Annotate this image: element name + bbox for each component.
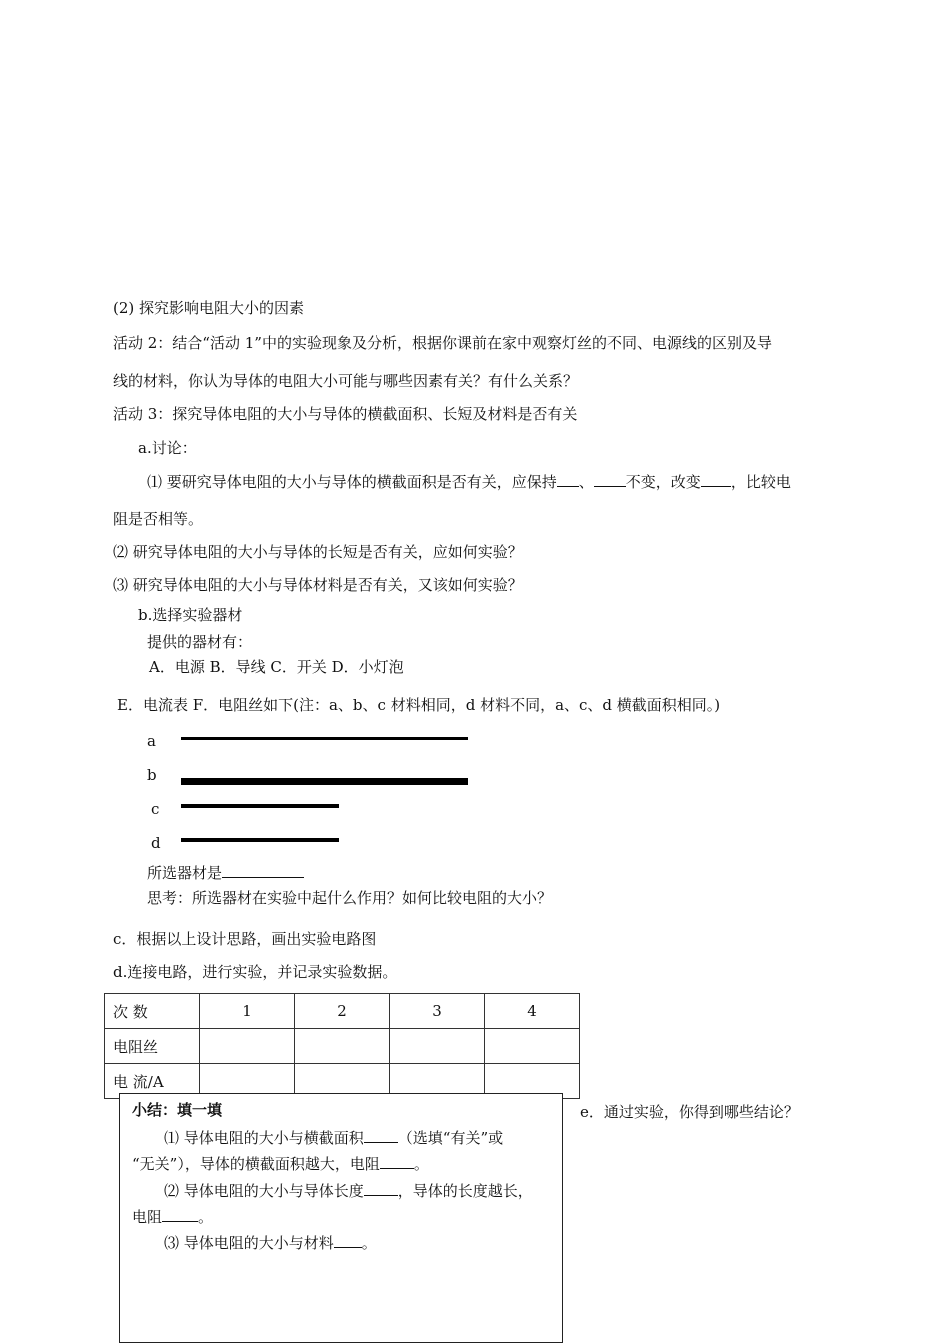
step-d: d.连接电路，进行实验，并记录实验数据。 (113, 963, 398, 981)
blank[interactable] (364, 1180, 398, 1196)
blank[interactable] (557, 471, 579, 487)
summary-item-2-line2 (132, 1206, 213, 1227)
discussion-question-3: ⑶ 研究导体电阻的大小与导体材料是否有关，又该如何实验？ (113, 576, 523, 594)
summary-text: 。 (198, 1208, 214, 1226)
blank[interactable] (222, 862, 304, 878)
summary-title: 小结：填一填 (132, 1101, 223, 1119)
summary-text: 。 (413, 1155, 429, 1173)
wire-label-c: c (151, 800, 160, 818)
activity3-title: 活动 3：探究导体电阻的大小与导体的横截面积、长短及材料是否有关 (113, 405, 578, 423)
table-cell[interactable] (390, 1029, 485, 1064)
wire-label-b: b (147, 766, 157, 784)
wire-label-d: d (151, 834, 161, 852)
resistance-wire-a (181, 737, 468, 740)
table-cell[interactable] (295, 1029, 390, 1064)
table-row (105, 1029, 580, 1064)
equipment-provided: 提供的器材有： (147, 633, 253, 651)
think-question: 思考：所选器材在实验中起什么作用？如何比较电阻的大小？ (147, 889, 553, 907)
equipment-options-row1: A．电源 B．导线 C．开关 D．小灯泡 (149, 658, 404, 676)
blank[interactable] (364, 1127, 398, 1143)
table-header-cell: 2 (295, 994, 390, 1029)
q1-sep: 、 (578, 473, 594, 491)
summary-text: ⑶ 导体电阻的大小与材料 (164, 1234, 334, 1252)
section-title: (2) 探究影响电阻大小的因素 (113, 299, 305, 317)
step-c: c．根据以上设计思路，画出实验电路图 (113, 930, 377, 948)
summary-text: ⑵ 导体电阻的大小与导体长度 (164, 1182, 364, 1200)
blank[interactable] (594, 471, 626, 487)
q1-text-c: ，比较电 (730, 473, 791, 491)
table-cell[interactable] (485, 1029, 580, 1064)
summary-text: ，导体的长度越长， (397, 1182, 533, 1200)
resistance-wire-b (181, 778, 468, 785)
discussion-question-2: ⑵ 研究导体电阻的大小与导体的长短是否有关，应如何实验？ (113, 543, 523, 561)
table-row-label: 电阻丝 (105, 1029, 200, 1064)
blank[interactable] (162, 1206, 198, 1222)
table-header-cell: 4 (485, 994, 580, 1029)
summary-text: ⑴ 导体电阻的大小与横截面积 (164, 1129, 364, 1147)
q1-text-b: 不变，改变 (625, 473, 701, 491)
summary-text: 。 (361, 1234, 377, 1252)
summary-text: 电阻 (132, 1208, 163, 1226)
discussion-question-1 (147, 471, 791, 492)
q1-text-a: ⑴ 要研究导体电阻的大小与导体的横截面积是否有关，应保持 (147, 473, 557, 491)
table-cell[interactable] (200, 1029, 295, 1064)
activity2-line2: 线的材料，你认为导体的电阻大小可能与哪些因素有关？有什么关系？ (113, 372, 579, 390)
table-header-cell: 1 (200, 994, 295, 1029)
table-header-cell: 3 (390, 994, 485, 1029)
table-row (105, 994, 580, 1029)
summary-item-1 (164, 1127, 503, 1148)
data-table (104, 993, 580, 1099)
summary-text: （选填“有关”或 (397, 1129, 504, 1147)
equipment-heading: b.选择实验器材 (138, 606, 243, 624)
discussion-question-1-line2: 阻是否相等。 (113, 510, 204, 528)
blank[interactable] (380, 1153, 414, 1169)
equipment-options-row2: E．电流表 F．电阻丝如下(注：a、b、c 材料相同，d 材料不同，a、c、d 横截面积相同。) (117, 696, 721, 714)
discussion-heading: a.讨论： (138, 439, 197, 457)
wire-label-a: a (147, 732, 156, 750)
blank[interactable] (334, 1232, 362, 1248)
summary-text: “无关”），导体的横截面积越大，电阻 (132, 1155, 380, 1173)
resistance-wire-c (181, 804, 339, 808)
summary-item-3 (164, 1232, 377, 1253)
table-header-cell: 次 数 (105, 994, 200, 1029)
summary-box (119, 1093, 563, 1343)
summary-item-2 (164, 1180, 533, 1201)
selected-label: 所选器材是 (147, 864, 223, 882)
summary-item-1-line2 (132, 1153, 429, 1174)
blank[interactable] (701, 471, 731, 487)
resistance-wire-d (181, 838, 339, 842)
activity2-line1: 活动 2：结合“活动 1”中的实验现象及分析，根据你课前在家中观察灯丝的不同、电源线的区别及导 (113, 334, 772, 352)
selected-equipment (147, 862, 304, 883)
step-e: e．通过实验，你得到哪些结论？ (580, 1103, 799, 1121)
table-row-label: 电 流/A (105, 1064, 200, 1099)
